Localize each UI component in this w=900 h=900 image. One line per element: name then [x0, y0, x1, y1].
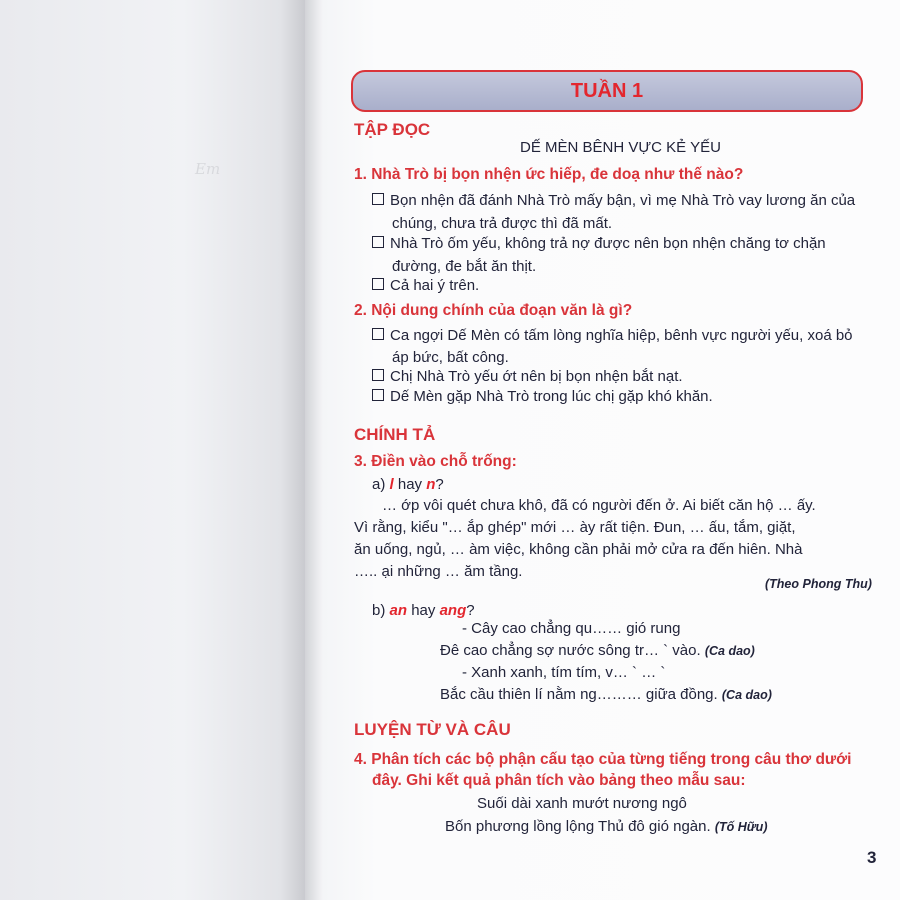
poem-line-2: Bốn phương lồng lộng Thủ đô gió ngàn. (Tố Hữu)	[445, 818, 768, 835]
left-page	[0, 0, 305, 900]
q1-option-3: Cả hai ý trên.	[372, 277, 479, 294]
question-3: 3. Điền vào chỗ trống:	[354, 453, 517, 470]
question-2: 2. Nội dung chính của đoạn văn là gì?	[354, 302, 633, 319]
part-a-label: a) l hay n?	[372, 476, 444, 493]
story-title: DẾ MÈN BÊNH VỰC KẺ YẾU	[520, 139, 721, 156]
week-banner	[351, 70, 863, 112]
verse-line-4: Bắc cầu thiên lí nằm ng……… giữa đồng. (Ca dao)	[440, 686, 772, 703]
verse-line-2: Đê cao chẳng sợ nước sông tr… ` vào. (Ca dao)	[440, 642, 755, 659]
section-heading-chinh-ta: CHÍNH TẢ	[354, 425, 436, 444]
checkbox[interactable]	[372, 278, 384, 290]
right-page	[305, 0, 900, 900]
bleed-through-text: Em	[195, 160, 221, 178]
q2-option-3: Dế Mèn gặp Nhà Trò trong lúc chị gặp khó khăn.	[372, 388, 713, 405]
checkbox[interactable]	[372, 236, 384, 248]
checkbox[interactable]	[372, 328, 384, 340]
part-b-label: b) an hay ang?	[372, 602, 475, 619]
checkbox[interactable]	[372, 193, 384, 205]
checkbox[interactable]	[372, 389, 384, 401]
q1-option-2: Nhà Trò ốm yếu, không trả nợ được nên bọn nhện chăng tơ chặn đường, đe bắt ăn thịt.	[372, 232, 826, 278]
q1-option-1: Bọn nhện đã đánh Nhà Trò mấy bận, vì mẹ Nhà Trò vay lương ăn của chúng, chưa trả được thì đã mất.	[372, 189, 855, 235]
q2-option-1: Ca ngợi Dế Mèn có tấm lòng nghĩa hiệp, bênh vực người yếu, xoá bỏ áp bức, bất công.	[372, 325, 853, 369]
checkbox[interactable]	[372, 369, 384, 381]
q2-option-2: Chị Nhà Trò yếu ớt nên bị bọn nhện bắt nạt.	[372, 368, 683, 385]
question-1: 1. Nhà Trò bị bọn nhện ức hiếp, đe doạ như thế nào?	[354, 166, 744, 183]
page-number: 3	[867, 848, 877, 867]
question-4: 4. Phân tích các bộ phận cấu tạo của từng tiếng trong câu thơ dưới đây. Ghi kết quả phân tích vào bảng theo mẫu sau:	[354, 751, 852, 789]
verse-line-3: - Xanh xanh, tím tím, v… ` … `	[462, 664, 666, 681]
section-heading-tap-doc: TẬP ĐỌC	[354, 120, 431, 139]
week-title: TUẦN 1	[570, 79, 644, 102]
part-a-source: (Theo Phong Thu)	[765, 577, 872, 591]
section-heading-luyen-tu: LUYỆN TỪ VÀ CÂU	[354, 720, 511, 739]
verse-line-1: - Cây cao chẳng qu…… gió rung	[462, 620, 681, 637]
poem-line-1: Suối dài xanh mướt nương ngô	[477, 795, 687, 812]
part-a-paragraph: … ớp vôi quét chưa khô, đã có người đến ở. Ai biết căn hộ … ấy. Vì rằng, kiểu "… ắp ghép" mới … ày rất tiện. Đun, … ấu, tắm, giặt, ăn uống, ngủ, … àm việc, không cần phải mở cửa ra đến hiên. Nhà ….. ại những … ăm tầng.	[354, 497, 816, 580]
